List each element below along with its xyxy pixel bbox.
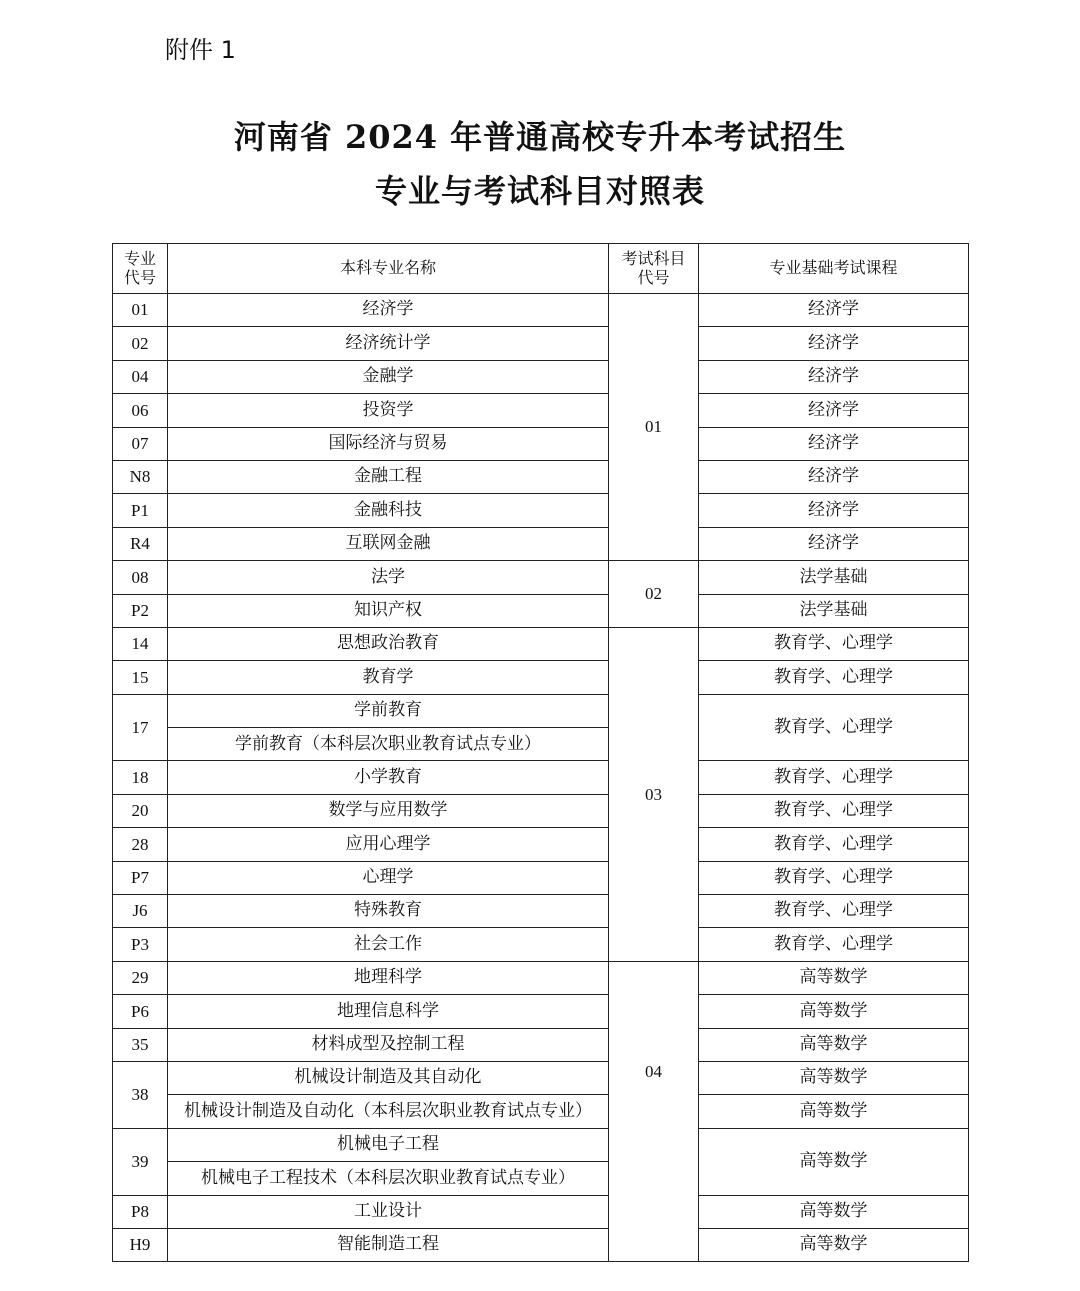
major-name-cell: 金融科技 [168, 494, 609, 527]
major-name-cell: 小学教育 [168, 761, 609, 794]
course-cell: 经济学 [699, 427, 969, 460]
major-code-cell: R4 [113, 527, 168, 560]
course-cell: 经济学 [699, 327, 969, 360]
major-name-cell: 机械设计制造及其自动化 [168, 1061, 609, 1094]
course-cell: 高等数学 [699, 1195, 969, 1228]
major-name-cell: 应用心理学 [168, 828, 609, 861]
course-cell: 教育学、心理学 [699, 895, 969, 928]
course-cell: 教育学、心理学 [699, 928, 969, 961]
course-cell: 经济学 [699, 494, 969, 527]
major-name-cell: 学前教育（本科层次职业教育试点专业） [168, 728, 609, 761]
table-row [113, 561, 969, 594]
course-cell: 法学基础 [699, 594, 969, 627]
major-code-cell: 35 [113, 1028, 168, 1061]
course-cell: 经济学 [699, 360, 969, 393]
table-row [113, 494, 969, 527]
major-name-cell: 教育学 [168, 661, 609, 694]
table-row [113, 1061, 969, 1094]
table-row [113, 961, 969, 994]
major-code-cell: P8 [113, 1195, 168, 1228]
major-name-cell: 地理科学 [168, 961, 609, 994]
course-cell: 经济学 [699, 460, 969, 493]
course-cell: 教育学、心理学 [699, 661, 969, 694]
major-name-cell: 知识产权 [168, 594, 609, 627]
major-name-cell: 金融工程 [168, 460, 609, 493]
table-row [113, 1095, 969, 1128]
table-row [113, 460, 969, 493]
major-code-cell: 38 [113, 1061, 168, 1128]
course-cell: 高等数学 [699, 1128, 969, 1195]
course-cell: 经济学 [699, 394, 969, 427]
table-row [113, 294, 969, 327]
major-code-cell: P7 [113, 861, 168, 894]
major-code-cell: J6 [113, 895, 168, 928]
table-row [113, 694, 969, 727]
table-row [113, 928, 969, 961]
course-cell: 教育学、心理学 [699, 861, 969, 894]
major-code-cell: P1 [113, 494, 168, 527]
subject-code-cell: 03 [609, 627, 699, 961]
table-row [113, 1195, 969, 1228]
course-cell: 法学基础 [699, 561, 969, 594]
table-row [113, 527, 969, 560]
course-cell: 高等数学 [699, 961, 969, 994]
major-code-cell: H9 [113, 1228, 168, 1261]
major-name-cell: 互联网金融 [168, 527, 609, 560]
table-row [113, 861, 969, 894]
major-code-cell: 17 [113, 694, 168, 761]
major-code-cell: 28 [113, 828, 168, 861]
major-name-cell: 思想政治教育 [168, 627, 609, 660]
major-name-cell: 机械电子工程技术（本科层次职业教育试点专业） [168, 1162, 609, 1195]
major-name-cell: 地理信息科学 [168, 995, 609, 1028]
header-subject-code: 考试科目 代号 [609, 244, 699, 294]
subject-code-cell: 02 [609, 561, 699, 628]
course-cell: 高等数学 [699, 1028, 969, 1061]
major-subject-table [112, 243, 969, 1262]
major-code-cell: N8 [113, 460, 168, 493]
major-name-cell: 国际经济与贸易 [168, 427, 609, 460]
major-name-cell: 数学与应用数学 [168, 794, 609, 827]
subject-code-cell: 01 [609, 294, 699, 561]
table-row [113, 1228, 969, 1261]
document-title-line1: 河南省 2024 年普通高校专升本考试招生 [233, 118, 847, 156]
table-row [113, 794, 969, 827]
course-cell: 经济学 [699, 527, 969, 560]
major-code-cell: P2 [113, 594, 168, 627]
course-cell: 教育学、心理学 [699, 694, 969, 761]
major-code-cell: 04 [113, 360, 168, 393]
table-row [113, 828, 969, 861]
course-cell: 经济学 [699, 294, 969, 327]
major-name-cell: 工业设计 [168, 1195, 609, 1228]
major-code-cell: 01 [113, 294, 168, 327]
major-code-cell: 08 [113, 561, 168, 594]
table-row [113, 895, 969, 928]
major-name-cell: 法学 [168, 561, 609, 594]
major-code-cell: 02 [113, 327, 168, 360]
table-row [113, 1128, 969, 1161]
table-header-row [113, 244, 969, 294]
subject-code-cell: 04 [609, 961, 699, 1262]
major-name-cell: 经济学 [168, 294, 609, 327]
header-major-name: 本科专业名称 [168, 244, 609, 294]
major-name-cell: 智能制造工程 [168, 1228, 609, 1261]
course-cell: 教育学、心理学 [699, 627, 969, 660]
major-name-cell: 机械设计制造及自动化（本科层次职业教育试点专业） [168, 1095, 609, 1128]
table-row [113, 995, 969, 1028]
table-row [113, 594, 969, 627]
major-name-cell: 材料成型及控制工程 [168, 1028, 609, 1061]
major-code-cell: 20 [113, 794, 168, 827]
major-code-cell: 18 [113, 761, 168, 794]
header-major-code: 专业 代号 [113, 244, 168, 294]
major-code-cell: 15 [113, 661, 168, 694]
major-name-cell: 经济统计学 [168, 327, 609, 360]
major-code-cell: 29 [113, 961, 168, 994]
major-code-cell: 39 [113, 1128, 168, 1195]
major-name-cell: 心理学 [168, 861, 609, 894]
major-name-cell: 投资学 [168, 394, 609, 427]
table-row [113, 761, 969, 794]
major-name-cell: 社会工作 [168, 928, 609, 961]
major-name-cell: 金融学 [168, 360, 609, 393]
course-cell: 高等数学 [699, 1061, 969, 1094]
course-cell: 高等数学 [699, 1095, 969, 1128]
major-code-cell: P3 [113, 928, 168, 961]
major-name-cell: 学前教育 [168, 694, 609, 727]
major-code-cell: 07 [113, 427, 168, 460]
major-code-cell: 14 [113, 627, 168, 660]
major-code-cell: 06 [113, 394, 168, 427]
course-cell: 高等数学 [699, 995, 969, 1028]
major-name-cell: 特殊教育 [168, 895, 609, 928]
course-cell: 教育学、心理学 [699, 761, 969, 794]
course-cell: 教育学、心理学 [699, 794, 969, 827]
header-course: 专业基础考试课程 [699, 244, 969, 294]
course-cell: 教育学、心理学 [699, 828, 969, 861]
table-row [113, 1028, 969, 1061]
table-row [113, 394, 969, 427]
table-row [113, 427, 969, 460]
table-row [113, 327, 969, 360]
table-row [113, 360, 969, 393]
table-row [113, 627, 969, 660]
major-name-cell: 机械电子工程 [168, 1128, 609, 1161]
course-cell: 高等数学 [699, 1228, 969, 1261]
document-title-line2: 专业与考试科目对照表 [374, 172, 705, 210]
attachment-label: 附件 1 [165, 36, 236, 64]
table-row [113, 661, 969, 694]
major-code-cell: P6 [113, 995, 168, 1028]
